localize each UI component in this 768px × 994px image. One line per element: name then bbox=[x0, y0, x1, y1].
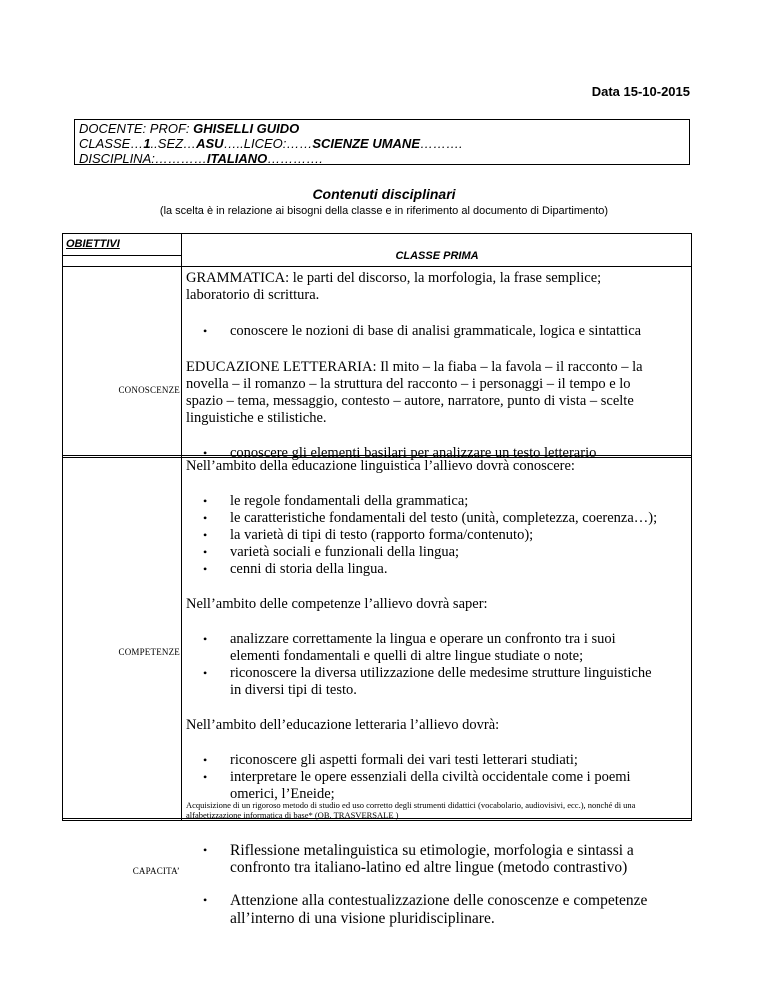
discipline-suffix: …………. bbox=[267, 151, 323, 166]
liceo-suffix: ………. bbox=[420, 136, 463, 151]
section-subtitle: (la scelta è in relazione ai bisogni della classe e in riferimento al documento di Dipartimento) bbox=[159, 205, 609, 217]
list-item: • analizzare correttamente la lingua e operare un confronto tra i suoi elementi fondamentali e quelli di altre lingue studiate o note; bbox=[186, 631, 666, 665]
class-value: 1 bbox=[143, 136, 151, 151]
competenze-intro-1: Nell’ambito della educazione linguistica l’allievo dovrà conoscere: bbox=[186, 458, 575, 474]
grammar-paragraph: GRAMMATICA: le parti del discorso, la morfologia, la frase semplice; laboratorio di scrittura. bbox=[186, 270, 602, 303]
list-item: • riconoscere gli aspetti formali dei vari testi letterari studiati; bbox=[186, 752, 666, 769]
column-divider bbox=[181, 233, 182, 821]
list-item: • varietà sociali e funzionali della lingua; bbox=[186, 544, 666, 561]
list-item: • riconoscere la diversa utilizzazione delle medesime strutture linguistiche in diversi tipi di testo. bbox=[186, 665, 666, 699]
capacita-content bbox=[186, 826, 666, 943]
list-item: • conoscere le nozioni di base di analisi grammaticale, logica e sintattica bbox=[186, 323, 666, 340]
teacher-prefix: DOCENTE: PROF: bbox=[79, 121, 194, 136]
teacher-info-box bbox=[74, 119, 690, 165]
table-left-border bbox=[62, 233, 63, 821]
liceo-value: SCIENZE UMANE bbox=[312, 136, 420, 151]
competenze-intro-3: Nell’ambito dell’educazione letteraria l’allievo dovrà: bbox=[186, 717, 500, 733]
list-item: • Riflessione metalinguistica su etimologie, morfologia e sintassi a confronto tra italiano-latino ed altre lingue (metodo contrastivo) bbox=[186, 842, 666, 877]
competenze-list-3 bbox=[186, 752, 666, 803]
row-label-conoscenze: CONOSCENZE bbox=[118, 385, 180, 395]
competenze-list-2 bbox=[186, 631, 666, 699]
teacher-name: GHISELLI GUIDO bbox=[193, 121, 300, 136]
list-item: • le regole fondamentali della grammatica; bbox=[186, 493, 666, 510]
transversal-objective-note: Acquisizione di un rigoroso metodo di studio ed uso corretto degli strumenti didattici (vocabolario, audiovisivi, ecc.), nonché di una alfabetizzazione informatica di base* (OB. TRASVERSALE ) bbox=[186, 800, 636, 820]
list-item: • la varietà di tipi di testo (rapporto forma/contenuto); bbox=[186, 527, 666, 544]
class-prefix: CLASSE… bbox=[79, 136, 144, 151]
discipline-line bbox=[79, 151, 685, 166]
discipline-prefix: DISCIPLINA:………… bbox=[79, 151, 207, 166]
section-prefix: ..SEZ… bbox=[150, 136, 197, 151]
literature-paragraph: EDUCAZIONE LETTERARIA: Il mito – la fiaba – la favola – il racconto – la novella – il romanzo – la struttura del racconto – i personaggi – il tempo e lo spazio – tema, messaggio, contesto – autore, narratore, punto di vista – scelte linguistiche e stilistiche. bbox=[186, 359, 643, 426]
row-label-capacita: CAPACITA’ bbox=[132, 866, 180, 876]
list-item: • le caratteristiche fondamentali del testo (unità, completezza, coerenza…); bbox=[186, 510, 666, 527]
competenze-list-1 bbox=[186, 493, 666, 578]
list-item: • conoscere gli elementi basilari per analizzare un testo letterario bbox=[186, 445, 666, 462]
row-label-competenze: COMPETENZE bbox=[118, 647, 180, 657]
list-item: • Attenzione alla contestualizzazione delle conoscenze e competenze all’interno di una visione pluridisciplinare. bbox=[186, 892, 666, 927]
column-header-obiettivi: OBIETTIVI bbox=[66, 238, 120, 250]
conoscenze-content bbox=[186, 270, 666, 462]
header-bottom-border bbox=[62, 266, 692, 267]
list-item: • cenni di storia della lingua. bbox=[186, 561, 666, 578]
teacher-line bbox=[79, 121, 685, 136]
header-subline bbox=[62, 255, 181, 256]
table-right-border bbox=[691, 233, 692, 821]
discipline-value: ITALIANO bbox=[206, 151, 268, 166]
section-title: Contenuti disciplinari bbox=[312, 186, 456, 202]
document-date: Data 15-10-2015 bbox=[591, 84, 690, 99]
competenze-intro-2: Nell’ambito delle competenze l’allievo dovrà saper: bbox=[186, 596, 488, 612]
class-line bbox=[79, 136, 685, 151]
liceo-prefix: …..LICEO:…… bbox=[223, 136, 313, 151]
section-value: ASU bbox=[196, 136, 224, 151]
list-item: • interpretare le opere essenziali della civiltà occidentale come i poemi omerici, l’Eneide; bbox=[186, 769, 666, 803]
column-header-classe: CLASSE PRIMA bbox=[395, 250, 479, 262]
competenze-content bbox=[186, 458, 666, 803]
table-top-border bbox=[62, 233, 692, 234]
